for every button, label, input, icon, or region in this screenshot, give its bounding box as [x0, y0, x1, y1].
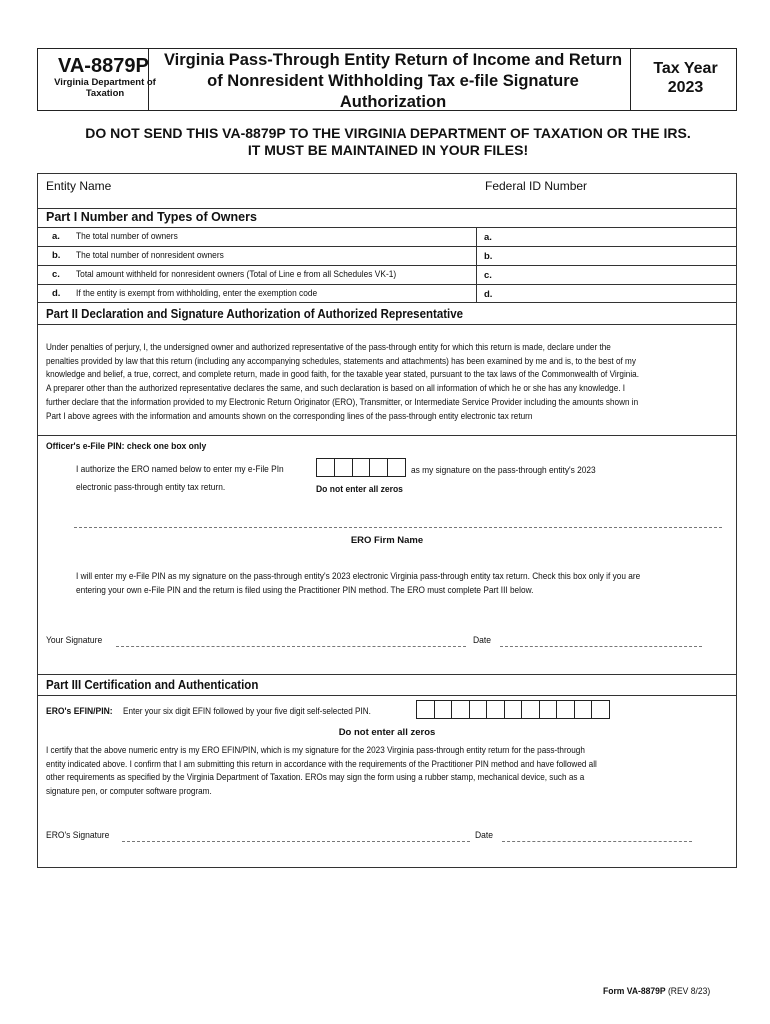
owners-total-field[interactable]	[498, 229, 734, 246]
row-letter: d.	[52, 288, 61, 299]
no-zeros-note: Do not enter all zeros	[316, 484, 403, 495]
footer-form-id: Form VA-8879P	[603, 986, 666, 997]
date-label: Date	[475, 830, 494, 841]
ero-signature-label: ERO's Signature	[46, 830, 110, 841]
exemption-code-label: If the entity is exempt from withholding, enter the exemption code	[76, 288, 318, 299]
form-header	[37, 48, 737, 111]
row-letter: a.	[52, 231, 60, 242]
tax-year-label: Tax Year	[653, 60, 718, 77]
efin-label: ERO's EFIN/PIN:	[46, 706, 113, 717]
divider	[38, 695, 736, 696]
part1-title: Part I Number and Types of Owners	[46, 210, 257, 224]
box-c-label: c.	[484, 270, 492, 281]
ero-efin-pin-input[interactable]	[416, 700, 610, 719]
form-footer	[603, 986, 710, 997]
header-divider	[630, 49, 631, 110]
footer-revision: (REV 8/23)	[667, 986, 711, 997]
officer-pin-input[interactable]	[316, 458, 406, 477]
divider	[38, 302, 736, 303]
declaration-line: A preparer other than the authorized representative declares the same, and such declaration is based on all information of which he or she has any knowledge. I	[46, 383, 626, 395]
divider	[38, 674, 736, 675]
row-letter: b.	[52, 250, 61, 261]
form-id: VA-8879P	[58, 55, 149, 77]
federal-id-field[interactable]	[485, 194, 725, 208]
box-b-label: b.	[484, 251, 493, 262]
authorize-ero-suffix: as my signature on the pass-through entity's 2023	[411, 465, 596, 476]
entity-name-label: Entity Name	[46, 179, 112, 193]
declaration-line: Under penalties of perjury, I, the undersigned owner and authorized representative of the pass-through entity for which this return is made, declare under the	[46, 342, 611, 353]
efin-instruction: Enter your six digit EFIN followed by your five digit self-selected PIN.	[123, 706, 371, 717]
certification-line: other requirements as specified by the Virginia Department of Taxation. EROs may sign the form using a rubber stamp, mechanical device, such as a	[46, 772, 585, 784]
federal-id-label: Federal ID Number	[485, 179, 588, 193]
declaration-line: Part I above agrees with the information and amounts shown on the corresponding lines of the pass-through entity electronic tax return	[46, 410, 533, 422]
your-signature-line[interactable]	[116, 646, 466, 647]
divider	[38, 208, 736, 209]
retention-warning	[38, 125, 738, 159]
owners-total-label: The total number of owners	[76, 231, 178, 242]
self-entry-text-1: I will enter my e-File PIN as my signature on the pass-through entity's 2023 electronic Virginia pass-through entity tax return. Check this box only if you are	[76, 571, 641, 582]
certification-line: signature pen, or computer software program.	[46, 786, 212, 798]
divider	[38, 265, 736, 266]
authorize-ero-text-2: electronic pass-through entity tax return.	[76, 482, 226, 493]
signature-date-line[interactable]	[500, 646, 702, 647]
exemption-code-field[interactable]	[498, 286, 734, 302]
ero-firm-name-line[interactable]	[74, 527, 722, 528]
your-signature-label: Your Signature	[46, 635, 103, 646]
divider	[38, 227, 736, 228]
declaration-line: knowledge and belief, a true, correct, and complete return, made in good faith, for the taxable year stated, pursuant to the tax laws of the Commonwealth of Virginia.	[46, 369, 639, 381]
form-title: Virginia Pass-Through Entity Return of Income and Return of Nonresident Withholding Tax e-file Signature Authorization	[163, 51, 623, 111]
warning-line-1: DO NOT SEND THIS VA-8879P TO THE VIRGINIA DEPARTMENT OF TAXATION OR THE IRS.	[85, 125, 691, 141]
certification-text	[46, 744, 687, 799]
declaration-line: penalties provided by law that this return (including any accompanying schedules, statements and attachments) has been examined by me and is, to the best of my	[46, 355, 636, 367]
row-letter: c.	[52, 269, 60, 280]
divider	[38, 435, 736, 436]
withheld-amount-label: Total amount withheld for nonresident owners (Total of Line e from all Schedules VK-1)	[76, 269, 397, 280]
nonresident-owners-label: The total number of nonresident owners	[76, 250, 224, 261]
declaration-text	[46, 341, 736, 423]
part3-title: Part III Certification and Authentication	[46, 678, 259, 692]
date-label: Date	[473, 635, 492, 646]
ero-firm-name-label: ERO Firm Name	[350, 535, 424, 546]
entity-name-field[interactable]	[46, 194, 476, 208]
ero-signature-line[interactable]	[122, 841, 470, 842]
warning-line-2: IT MUST BE MAINTAINED IN YOUR FILES!	[247, 142, 529, 158]
authorize-ero-text-1: I authorize the ERO named below to enter my e-File PIn	[76, 464, 284, 475]
box-d-label: d.	[484, 289, 493, 300]
tax-year-block	[638, 59, 733, 97]
form-body	[37, 173, 737, 868]
box-a-label: a.	[484, 232, 492, 243]
ero-signature-date-line[interactable]	[502, 841, 692, 842]
certification-line: I certify that the above numeric entry is my ERO EFIN/PIN, which is my signature for the 2023 Virginia pass-through entity return for the pass-through	[46, 745, 585, 756]
certification-line: entity indicated above. I confirm that I am submitting this return in accordance with the requirements of the Practitioner PIN method and have followed all	[46, 758, 597, 770]
tax-year-value: 2023	[667, 79, 704, 96]
divider	[38, 246, 736, 247]
nonresident-owners-field[interactable]	[498, 248, 734, 265]
part2-title: Part II Declaration and Signature Authorization of Authorized Representative	[46, 307, 464, 321]
divider	[38, 284, 736, 285]
divider	[38, 324, 736, 325]
no-zeros-note: Do not enter all zeros	[338, 727, 436, 738]
officer-pin-heading: Officer's e-File PIN: check one box only	[46, 441, 207, 452]
self-entry-text-2: entering your own e-File PIN and the return is filed using the Practitioner PIN method. The ERO must complete Part III below.	[76, 585, 534, 596]
withheld-amount-field[interactable]	[498, 267, 734, 284]
declaration-line: further declare that the information provided to my Electronic Return Originator (ERO), Transmitter, or Intermediate Service Provider including the amounts shown in	[46, 396, 639, 408]
department-name: Virginia Department of Taxation	[54, 77, 156, 99]
